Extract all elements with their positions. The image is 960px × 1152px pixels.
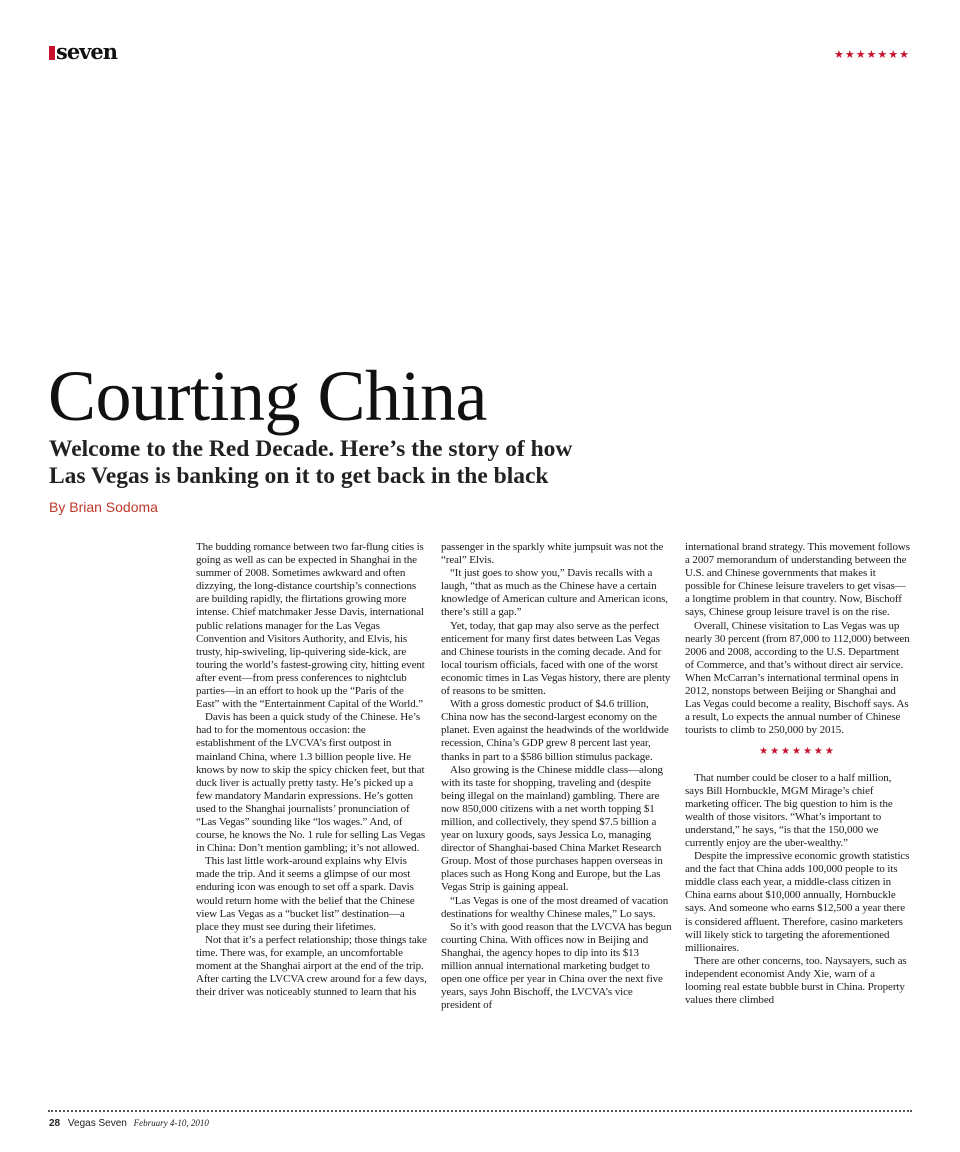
paragraph: There are other concerns, too. Naysayers, such as independent economist Andy Xie, warn of a looming real estate bubble burst in China. Property values there climbed — [685, 954, 907, 1007]
paragraph: Despite the impressive economic growth statistics and the fact that China adds 100,000 people to its middle class each year, a middle-class citizen in China earns about $10,000 annually, Hornbuckle says. And someone who earns $12,500 a year there is considered affluent. Therefore, casino marketers will likely stick to targeting the aforementioned millionaires. — [685, 850, 910, 954]
paragraph: “It just goes to show you,” Davis recalls with a laugh, “that as much as the Chinese have a certain knowledge of American culture and American icons, there’s still a gap.” — [441, 567, 668, 619]
header-stars: ★★★★★★★ — [833, 49, 910, 61]
paragraph: So it’s with good reason that the LVCVA has begun courting China. With offices now in Beijing and Shanghai, the agency hopes to dip into its $13 million annual international marketing budget to open one office per year in China over the next five years, says John Bischoff, the LVCVA’s vice president of — [441, 920, 672, 1012]
body-column-3 — [685, 541, 910, 1007]
footer-rule — [48, 1110, 912, 1112]
page-footer — [49, 1117, 209, 1130]
deck-line-2: Las Vegas is banking on it to get back in the black — [49, 463, 549, 489]
logo-red-mark — [49, 46, 55, 60]
publication-name: Vegas Seven — [67, 1118, 127, 1129]
paragraph: With a gross domestic product of $4.6 trillion, China now has the second-largest economy on the planet. Even against the headwinds of the worldwide recession, China’s GDP grew 8 percent last year, thanks in part to a $586 billion stimulus package. — [441, 698, 669, 763]
paragraph: This last little work-around explains why Elvis made the trip. And it seems a glimpse of our most enduring icon was enough to set off a spark. Davis would return home with the belief that the Chinese view Las Vegas as a “bucket list” destination—a place they must see during their lifetimes. — [196, 855, 415, 933]
body-column-2 — [441, 541, 672, 1012]
paragraph: Yet, today, that gap may also serve as the perfect enticement for many first dates between Las Vegas and Chinese tourists in the coming decade. And for local tourism officials, faced with one of the worst economic times in Las Vegas history, there are plenty of reasons to be smitten. — [441, 619, 671, 698]
issue-date: February 4-10, 2010 — [133, 1118, 209, 1128]
paragraph: Also growing is the Chinese middle class—along with its taste for shopping, traveling and (despite being illegal on the mainland) gambling. There are now 850,000 citizens with a net worth topping $1 million, and collectively, they spend $7.5 billion a year on luxury goods, says Jessica Lo, managing director of Shanghai-based China Market Research Group. Most of those purchases happen overseas in places such as Hong Kong and Europe, but the Las Vegas Strip is gaining appeal. — [441, 763, 663, 894]
byline: By Brian Sodoma — [49, 499, 158, 515]
article-title: Courting China — [48, 356, 487, 436]
paragraph: Davis has been a quick study of the Chinese. He’s had to for the momentous occasion: the establishment of the LVCVA’s first outpost in mainland China, where 1.3 billion people live. He knows by now to skip the spicy chicken feet, but that duck liver is actually pretty tasty. He’s picked up a few mandatory Mandarin expressions. He’s gotten used to the Shanghai journalists’ pronunciation of “Las Vegas” sounding like “los wages.” And, of course, he knows the No. 1 rule for selling Las Vegas in China: Don’t mention gambling; it’s not allowed. — [196, 711, 426, 855]
paragraph: “Las Vegas is one of the most dreamed of vacation destinations for wealthy Chinese males,” Lo says. — [441, 894, 669, 920]
body-column-1 — [196, 541, 427, 999]
paragraph: passenger in the sparkly white jumpsuit was not the “real” Elvis. — [441, 541, 664, 567]
paragraph: The budding romance between two far-flung cities is going as well as can be expected in Shanghai in the summer of 2008. Sometimes awkward and often dizzying, the long-distance courtship’s connections are building rapidly, the flirtations growing more intense. Chief matchmaker Jesse Davis, international public relations manager for the Las Vegas Convention and Visitors Authority, and Elvis, his trusty, hip-swiveling, lip-quivering side-kick, are touring the world’s fastest-growing city, hitting event after event—from press conferences to nightclub parties—in an effort to hook up the “Paris of the East” with the “Entertainment Capital of the World.” — [196, 541, 425, 711]
page-number: 28 — [49, 1118, 61, 1129]
paragraph: international brand strategy. This movement follows a 2007 memorandum of understanding between the U.S. and Chinese governments that makes it possible for Chinese leisure travelers to get visas—a longtime problem in that country. Now, Bischoff says, Chinese group leisure travel is on the rise. — [685, 541, 910, 619]
section-break-stars: ★★★★★★★ — [759, 746, 836, 758]
paragraph: Not that it’s a perfect relationship; those things take time. There was, for example, an uncomfortable moment at the Shanghai airport at the end of the trip. After carting the LVCVA crew around for a few days, their driver was noticeably stunned to learn that his — [196, 933, 427, 999]
paragraph: That number could be closer to a half million, says Bill Hornbuckle, MGM Mirage’s chief marketing officer. The big question to him is the wealth of those visitors. “What’s important to understand,” he says, “is that the 150,000 we currently enjoy are the uber-wealthy.” — [685, 771, 893, 849]
article-deck — [49, 436, 689, 490]
masthead-logo — [49, 39, 118, 64]
deck-line-1: Welcome to the Red Decade. Here’s the story of how — [49, 436, 573, 462]
paragraph: Overall, Chinese visitation to Las Vegas was up nearly 30 percent (from 87,000 to 112,000) between 2006 and 2008, according to the U.S. Department of Commerce, and that’s without direct air service. When McCarran’s international terminal opens in 2012, nonstops between Beijing or Shanghai and Las Vegas could become a reality, Bischoff says. As a result, Lo expects the annual number of Chinese tourists to climb to 250,000 by 2015. — [685, 619, 910, 737]
logo-wordmark: seven — [56, 39, 118, 64]
